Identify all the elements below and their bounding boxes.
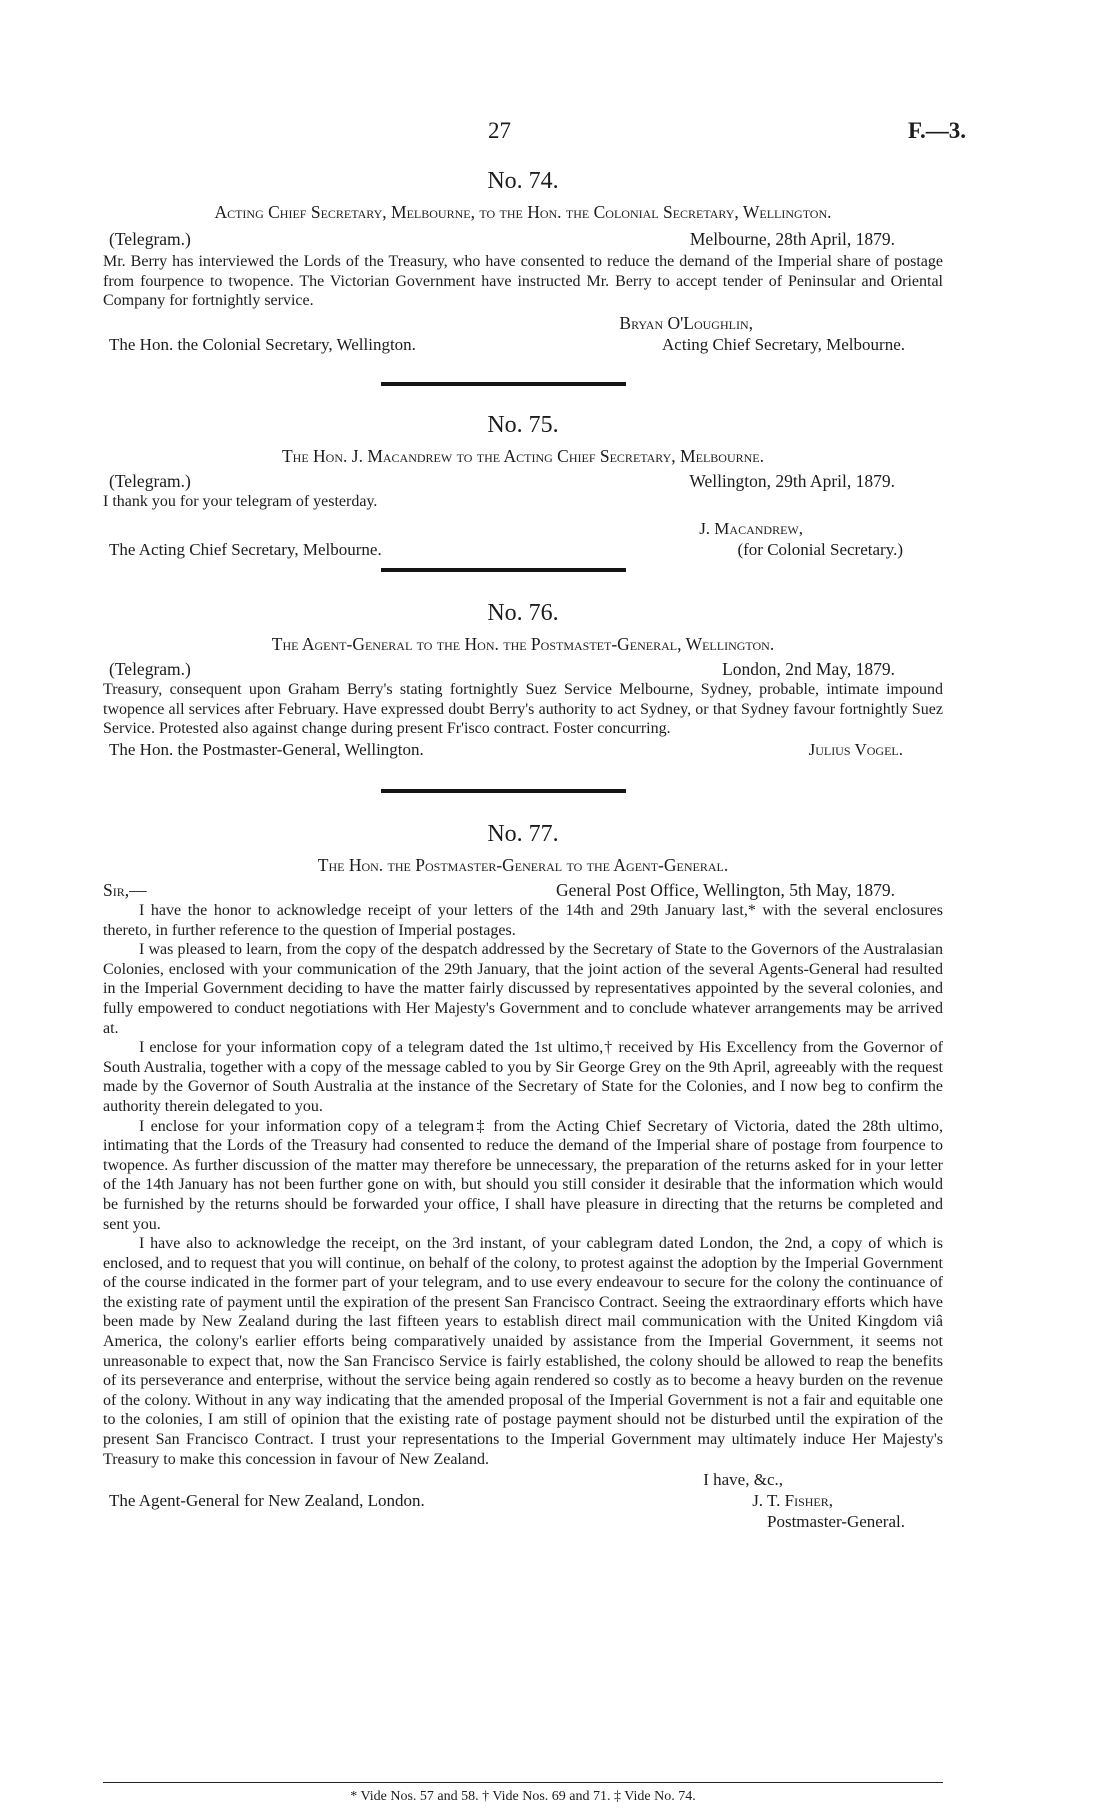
place-date: Wellington, 29th April, 1879. <box>689 471 895 491</box>
place-date: Melbourne, 28th April, 1879. <box>689 229 895 249</box>
body-paragraph: I thank you for your telegram of yesterday. <box>103 493 378 510</box>
message-body <box>103 252 943 311</box>
signer-name: J. T. Fisher, <box>752 1491 833 1511</box>
signer-name: Julius Vogel. <box>808 739 903 759</box>
footnotes: * Vide Nos. 57 and 58. † Vide Nos. 69 and 71. ‡ Vide No. 74. <box>350 1789 696 1804</box>
document-reference: F.—3. <box>908 118 966 143</box>
body-paragraph: I enclose for your information copy of a telegram‡ from the Acting Chief Secretary of Victoria, dated the 28th ultimo, intimating that the Lords of the Treasury had consented to reduce the demand of the Imperial share of postage from fourpence to twopence. As further discussion of the matter may therefore be unnecessary, the preparation of the returns asked for in your letter of the 14th January has not been further gone on with, but should you still consider it desirable that the information which would be furnished by the returns should be forwarded your office, I shall have pleasure in directing that the returns be completed and sent you. <box>103 1117 943 1233</box>
addressee: The Hon. the Colonial Secretary, Wellington. <box>109 334 416 354</box>
body-paragraph: I have also to acknowledge the receipt, on the 3rd instant, of your cablegram dated London, the 2nd, a copy of which is enclosed, and to request that you will continue, on behalf of the colony, to protest against the adoption by the Imperial Government of the course indicated in the former part of your telegram, and to use every endeavour to secure for the colony the continuance of the existing rate of payment until the expiration of the present San Francisco Contract. Seeing the extraordinary efforts which have been made by New Zealand during the last fifteen years to establish direct mail communication with the United Kingdom viâ America, the colony's earlier efforts being comparatively unaided by assistance from the Imperial Government, it seems not unreasonable to expect that, now the San Francisco Service is fairly established, the colony should be allowed to reap the benefits of its perseverance and enterprise, without the service being again rendered so costly as to become a heavy burden on the revenue of the colony. Without in any way indicating that the amended proposal of the Imperial Government is not a fair and equitable one to the colonies, I am still of opinion that the existing rate of postage payment should not be disturbed until the expiration of the present San Francisco Contract. I trust your representations to the Imperial Government may ultimately induce Her Majesty's Treasury to make this concession in favour of New Zealand. <box>103 1235 943 1468</box>
page-header <box>0 118 1114 148</box>
addressee: The Hon. the Postmaster-General, Wellington. <box>109 739 424 759</box>
message-type: (Telegram.) <box>109 659 191 679</box>
address-line <box>103 334 943 355</box>
telegram-line <box>103 471 943 492</box>
message-body <box>103 680 943 739</box>
body-paragraph: Mr. Berry has interviewed the Lords of the Treasury, who have consented to reduce the demand of the Imperial share of postage from fourpence to twopence. The Victorian Government have instructed Mr. Berry to accept tender of Peninsular and Oriental Company for fortnightly service. <box>103 253 943 310</box>
section-heading: The Agent-General to the Hon. the Postmastet-General, Wellington. <box>271 634 775 654</box>
section-number: No. 77. <box>487 821 559 847</box>
letter-body <box>103 901 943 1469</box>
body-paragraph: Treasury, consequent upon Graham Berry's stating fortnightly Suez Service Melbourne, Sydney, probable, intimate impound twopence all services after February. Have expressed doubt Berry's authority to act Sydney, or that Sydney favour fortnightly Suez Service. Protested also against change during present Fr'isco contract. Foster concurring. <box>103 681 943 738</box>
section-75 <box>103 412 943 560</box>
message-body <box>103 492 943 512</box>
signature-line <box>103 518 943 539</box>
signer-name: J. Macandrew, <box>699 518 803 538</box>
closing: I have, &c., <box>703 1470 783 1490</box>
salutation: Sir,— <box>103 880 147 900</box>
section-number: No. 75. <box>487 412 559 438</box>
section-76 <box>103 600 943 760</box>
address-line <box>103 539 943 560</box>
signature-line <box>103 313 943 334</box>
message-type: (Telegram.) <box>109 229 191 249</box>
address-line <box>103 1490 943 1511</box>
body-paragraph: I was pleased to learn, from the copy of the despatch addressed by the Secretary of State to the Governors of the Australasian Colonies, enclosed with your communication of the 29th January, that the joint action of the several Agents-General had resulted in the Imperial Government deciding to have the matter fairly discussed by representatives appointed by the several colonies, and fully empowered to conduct negotiations with Her Majesty's Government and to conclude whatever arrangements may be arrived at. <box>103 941 943 1037</box>
signer-title: Acting Chief Secretary, Melbourne. <box>662 334 905 354</box>
footnote-divider <box>103 1782 943 1783</box>
signer-title-line <box>103 1511 943 1532</box>
section-heading: Acting Chief Secretary, Melbourne, to the Hon. the Colonial Secretary, Wellington. <box>214 202 832 222</box>
section-number: No. 76. <box>487 600 559 626</box>
signer-title: (for Colonial Secretary.) <box>737 539 903 559</box>
section-number: No. 74. <box>487 168 559 194</box>
section-divider <box>381 568 626 572</box>
message-type: (Telegram.) <box>109 471 191 491</box>
section-divider <box>381 789 626 793</box>
body-paragraph: I enclose for your information copy of a telegram dated the 1st ultimo,† received by His Excellency from the Governor of South Australia, together with a copy of the message cabled to you by Sir George Grey on the 9th April, agreeably with the request made by the Governor of South Australia at the instance of the Secretary of State for the Colonies, and I now beg to confirm the authority therein delegated to you. <box>103 1039 943 1115</box>
section-heading: The Hon. the Postmaster-General to the Agent-General. <box>317 855 729 875</box>
page-number: 27 <box>488 118 511 143</box>
section-heading: The Hon. J. Macandrew to the Acting Chief Secretary, Melbourne. <box>281 446 764 466</box>
body-paragraph: I have the honor to acknowledge receipt of your letters of the 14th and 29th January last,* with the several enclosures thereto, in further reference to the question of Imperial postages. <box>103 902 943 939</box>
closing-line <box>103 1469 943 1490</box>
address-line <box>103 739 943 760</box>
section-74 <box>103 168 943 355</box>
salutation-line <box>103 880 943 901</box>
addressee: The Agent-General for New Zealand, London. <box>109 1491 425 1511</box>
signer-name: Bryan O'Loughlin, <box>619 312 753 333</box>
signer-title: Postmaster-General. <box>767 1512 905 1532</box>
section-77 <box>103 821 943 1532</box>
place-date: London, 2nd May, 1879. <box>722 659 895 679</box>
addressee: The Acting Chief Secretary, Melbourne. <box>109 539 382 559</box>
section-divider <box>381 382 626 386</box>
telegram-line <box>103 659 943 680</box>
telegram-line <box>103 229 943 250</box>
place-date: General Post Office, Wellington, 5th May, 1879. <box>556 880 895 900</box>
